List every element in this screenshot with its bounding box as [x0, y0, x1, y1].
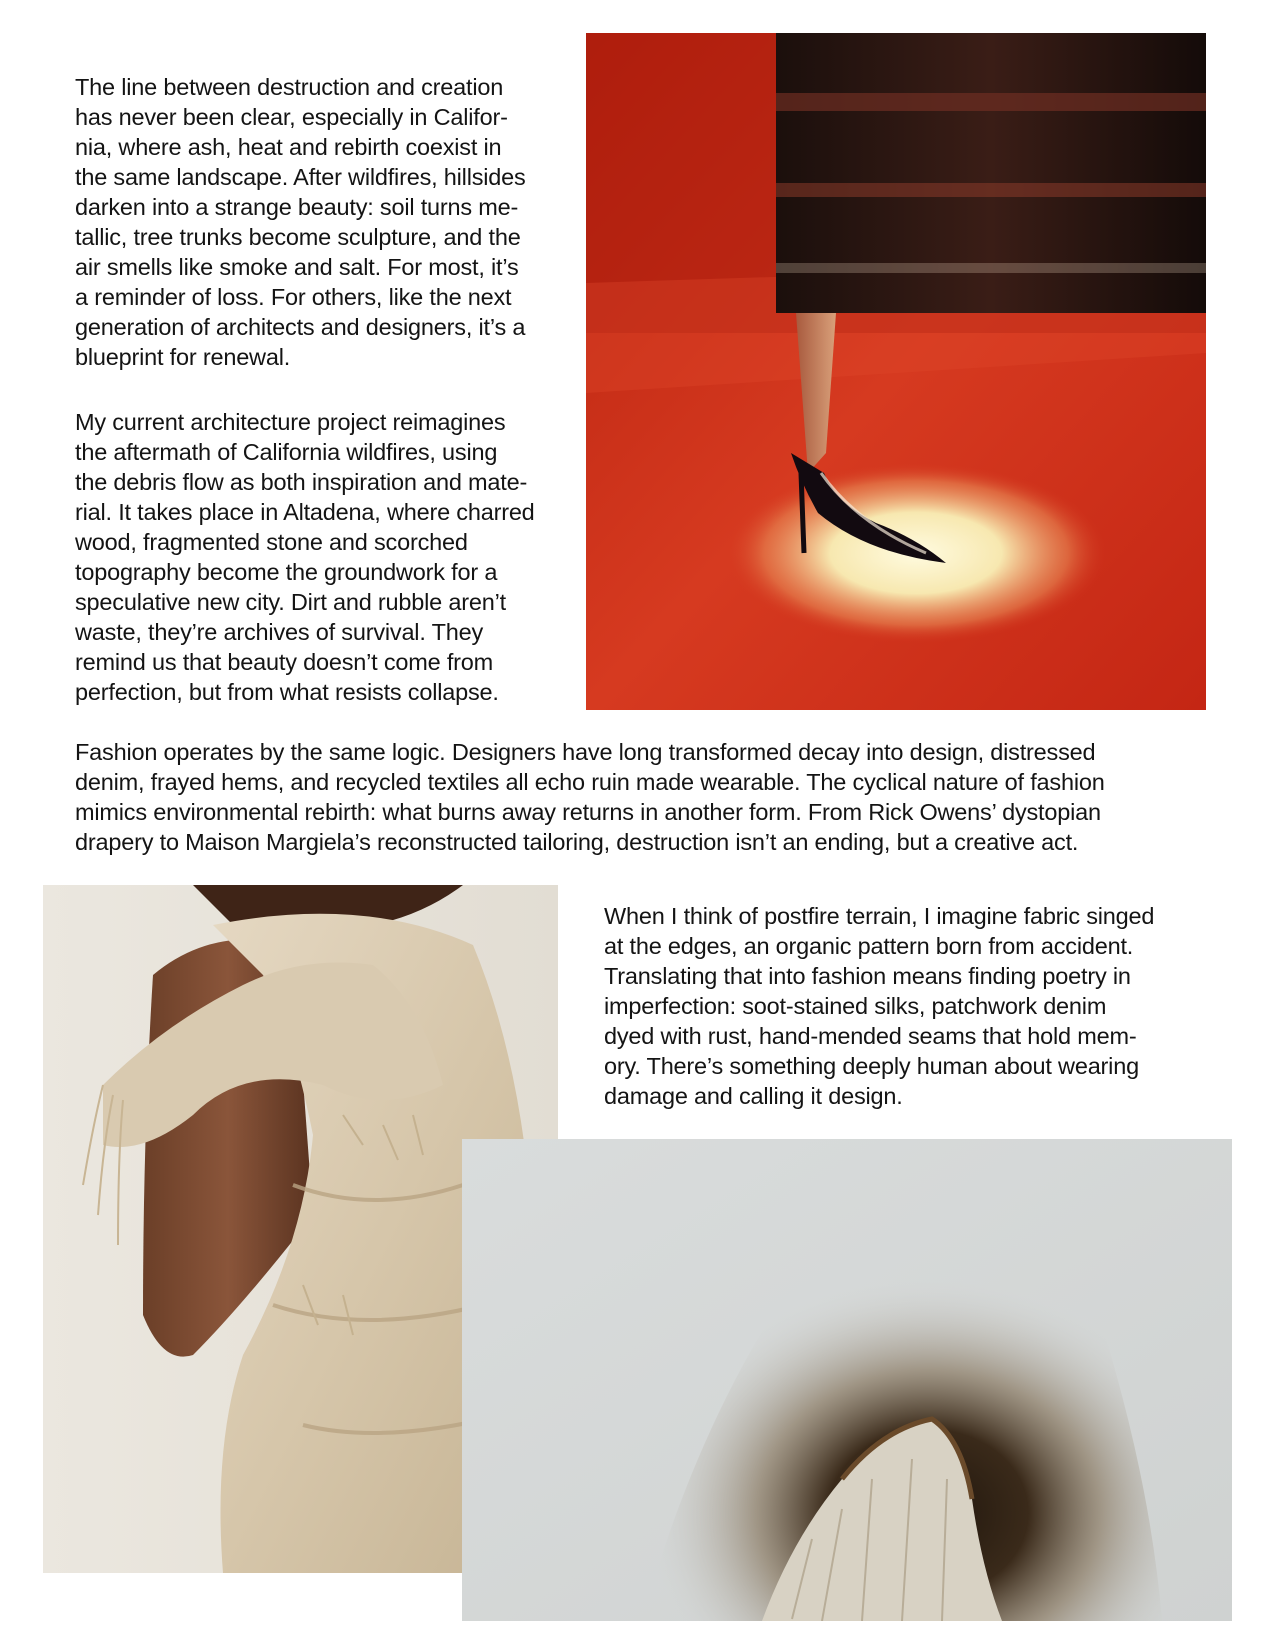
- burnt-fabric-photo: [462, 1139, 1232, 1621]
- fashion-paragraph: Fashion operates by the same logic. Designers have long transformed decay into design, distressed denim, frayed hems, and recycled textiles all echo ruin made wearable. The cyclical nature of fashion mimics environmental rebirth: what burns away returns in another form. From Rick Owens’ dystopian drapery to Maison Margiela’s reconstructed tailoring, destruction isn’t an ending, but a creative act.: [75, 739, 1105, 855]
- postfire-paragraph: When I think of postfire terrain, I imagine fabric singed at the edges, an organic pattern born from accident. Translating that into fashion means finding poetry in imperfection: soot-stained silks, patchwork denim dyed with rust, hand-mended seams that hold mem- ory. There’s something deeply human about wearing damage and calling it design.: [604, 903, 1155, 1109]
- architecture-paragraph: My current architecture project reimagines the aftermath of California wildfires, using the debris flow as both inspiration and mate- rial. It takes place in Altadena, where charred wood, fragmented stone and scorched topography become the groundwork for a speculative new city. Dirt and rubble aren’t waste, they’re archives of survival. They remind us that beauty doesn’t come from perfection, but from what resists collapse.: [75, 409, 535, 705]
- intro-paragraph: The line between destruction and creation has never been clear, especially in Califor- nia, where ash, heat and rebirth coexist in the same landscape. After wildfires, hillsides darken into a strange beauty: soil turns me- tallic, tree trunks become sculpture, and the air smells like smoke and salt. For most, it’s a reminder of loss. For others, like the next generation of architects and designers, it’s a blueprint for renewal.: [75, 74, 526, 370]
- red-heel-photo: [586, 33, 1206, 710]
